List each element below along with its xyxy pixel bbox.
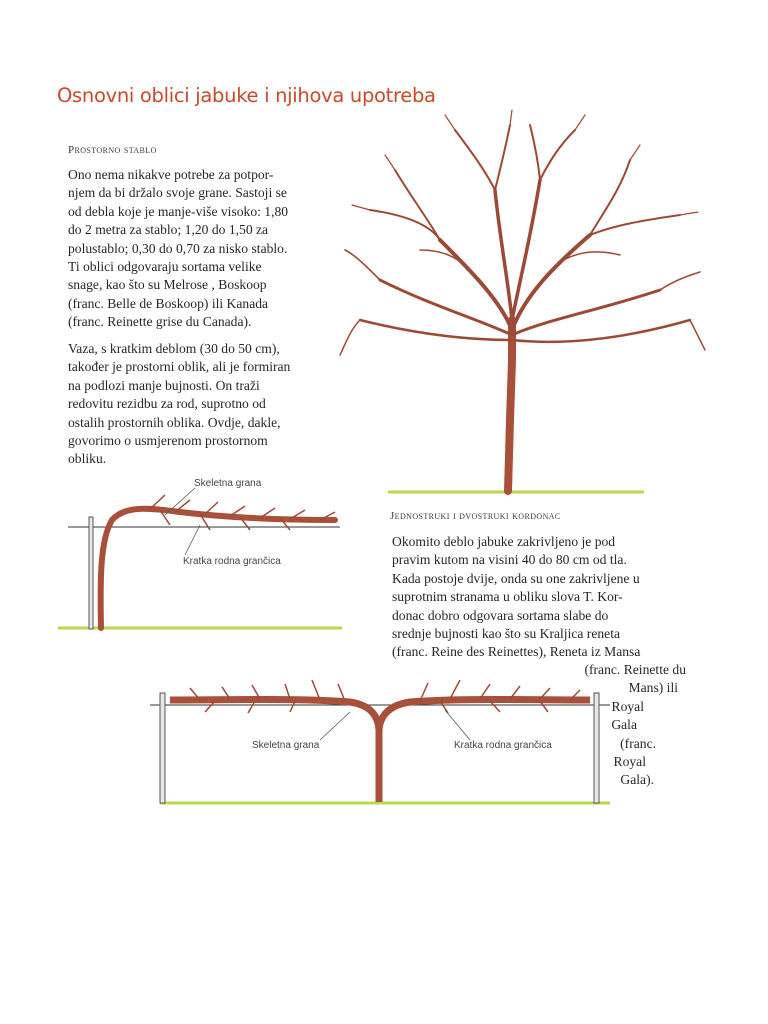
text-line: pravim kutom na visini 40 do 80 cm od tla. [392, 552, 627, 568]
text-line: ostalih prostornih oblika. Ovdje, dakle, [68, 414, 281, 430]
label-fruiting-spur: Kratka rodna grančica [454, 740, 552, 751]
support-post [160, 693, 165, 803]
label-leader [320, 712, 350, 740]
text-line: Gala). [620, 772, 654, 788]
cordon-right-arm [379, 700, 590, 731]
text-line: njem da bi držalo svoje grane. Sastoji se [68, 185, 287, 201]
text-line: također je prostorni oblik, ali je formiran [68, 359, 291, 375]
text-line: (franc. Reinette du [584, 662, 686, 677]
text-line: (franc. Reine des Reinettes), Reneta iz Mansa [392, 644, 641, 660]
text-line: (franc. Reinette grise du Canada). [68, 314, 252, 330]
text-line: snage, kao što su Melrose , Boskoop [68, 277, 267, 293]
text-line: Kada postoje dvije, onda su one zakrivljene u [392, 570, 640, 586]
text-line: srednje bujnosti kao što su Kraljica reneta [392, 626, 621, 642]
text-line: Vaza, s kratkim deblom (30 do 50 cm), [68, 341, 280, 356]
section-heading-standard-tree: Prostorno stablo [68, 144, 157, 156]
support-post [594, 693, 599, 803]
text-line: polustablo; 0,30 do 0,70 za nisko stablo. [68, 240, 288, 256]
tree-branches [340, 110, 705, 491]
page-title: Osnovni oblici jabuke i njihova upotreba [57, 84, 436, 107]
text-line: Royal [613, 754, 646, 770]
text-line: Mans) ili [628, 680, 678, 696]
standard-tree-illustration [340, 110, 705, 492]
label-leader [185, 525, 200, 555]
text-line: redovitu rezidbu za rod, suprotno od [68, 396, 266, 412]
text-line: obliku. [68, 451, 107, 467]
text-line: Royal [611, 698, 644, 714]
text-line: (franc. Belle de Boskoop) ili Kanada [68, 295, 269, 311]
text-line: Gala [611, 717, 637, 733]
label-fruiting-spur: Kratka rodna grančica [183, 556, 281, 567]
label-skeletal-branch: Skeletna grana [194, 478, 262, 489]
text-line: Okomito deblo jabuke zakrivljeno je pod [392, 534, 616, 549]
text-line: do 2 metra za stablo; 1,20 do 1,50 za [68, 222, 269, 238]
text-line: Ti oblici odgovaraju sortama velike [68, 259, 262, 275]
text-line: na podlozi manje bujnosti. On traži [68, 377, 260, 393]
support-post [89, 517, 93, 629]
text-line: (franc. [620, 735, 656, 751]
text-line: Ono nema nikakve potrebe za potpor- [68, 167, 274, 182]
section-heading-cordon: Jednostruki i dvostruki kordonac [390, 510, 561, 522]
label-skeletal-branch: Skeletna grana [252, 740, 320, 751]
label-leader [445, 710, 470, 740]
text-line: govorimo o usmjerenom prostornom [68, 433, 268, 449]
text-line: suprotnim stranama u obliku slova T. Kor- [392, 589, 623, 605]
text-line: od debla koje je manje-više visoko: 1,80 [68, 203, 289, 219]
text-line: donac dobro odgovara sortama slabe do [392, 607, 609, 623]
